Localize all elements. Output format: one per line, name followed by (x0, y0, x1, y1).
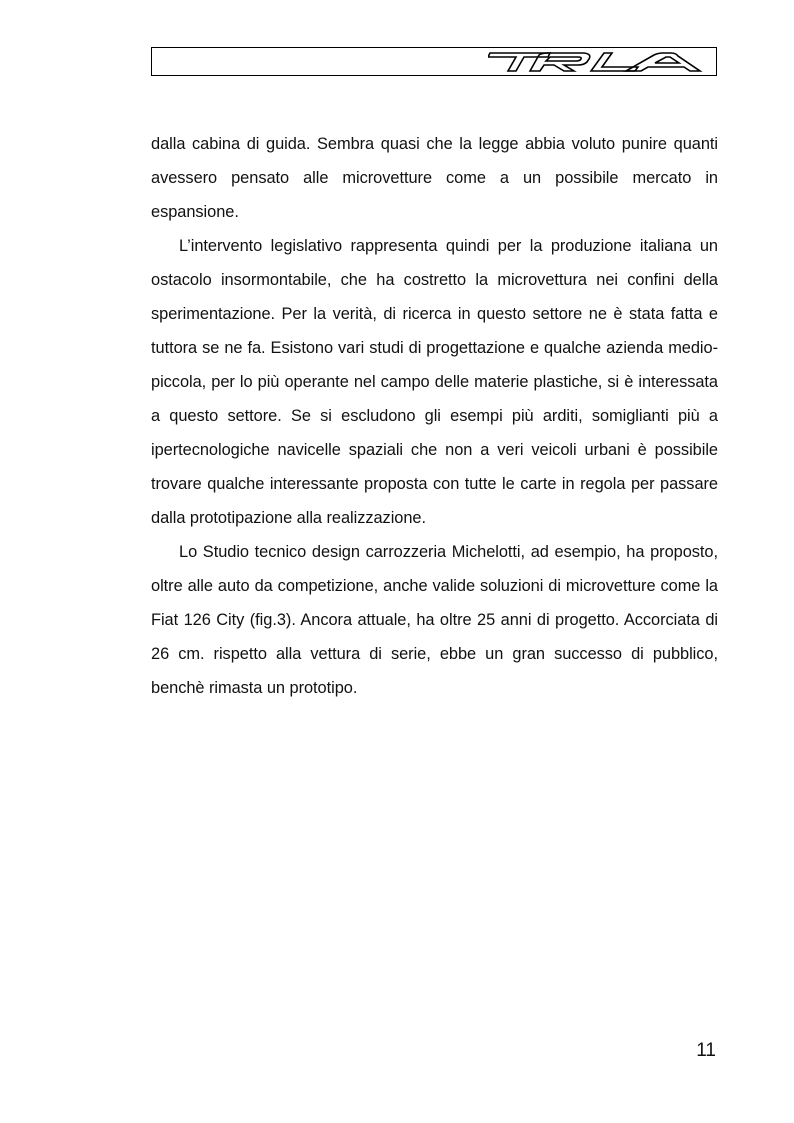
tria-logo (488, 50, 714, 74)
paragraph-1: dalla cabina di guida. Sembra quasi che la legge abbia voluto punire quanti avessero pensato alle microvetture come a un possibile mercato in espansione. (151, 135, 718, 221)
paragraph-3: Lo Studio tecnico design carrozzeria Michelotti, ad esempio, ha proposto, oltre alle auto da competizione, anche valide soluzioni di microvetture come la Fiat 126 City (fig.3). Ancora attuale, ha oltre 25 anni di progetto. Accorciata di 26 cm. rispetto alla vettura di serie, ebbe un gran successo di pubblico, benchè rimasta un prototipo. (151, 543, 718, 697)
body-text (151, 127, 718, 705)
tria-logo-icon (488, 50, 714, 74)
paragraph-2: L’intervento legislativo rappresenta quindi per la produzione italiana un ostacolo insormontabile, che ha costretto la microvettura nei confini della sperimentazione. Per la verità, di ricerca in questo settore ne è stata fatta e tuttora se ne fa. Esistono vari studi di progettazione e qualche azienda medio-piccola, per lo più operante nel campo delle materie plastiche, si è interessata a questo settore. Se si escludono gli esempi più arditi, somiglianti più a ipertecnologiche navicelle spaziali che non a veri veicoli urbani è possibile trovare qualche interessante proposta con tutte le carte in regola per passare dalla prototipazione alla realizzazione. (151, 237, 718, 527)
page-header (151, 47, 717, 76)
page-number: 11 (696, 1040, 716, 1061)
